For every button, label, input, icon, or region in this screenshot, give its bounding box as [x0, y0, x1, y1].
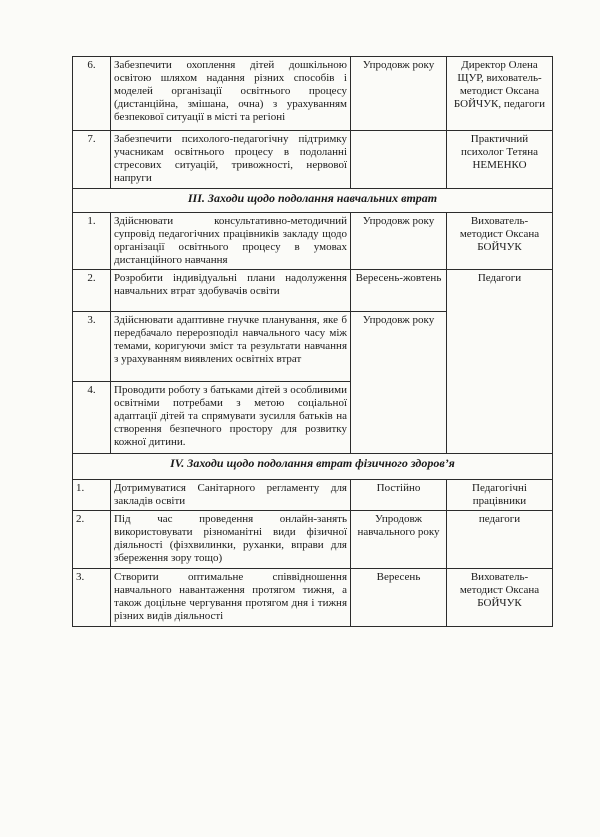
- table-row: [73, 511, 553, 569]
- row-number: 3.: [73, 312, 111, 382]
- row-number: 3.: [73, 569, 111, 627]
- responsible-text: Практичний психолог Тетяна НЕМЕНКО: [447, 131, 553, 189]
- task-text: Забезпечити психолого-педагогічну підтримку учасникам освітнього процесу в подоланні стресових ситуацій, тривожності, нервової напруги: [111, 131, 351, 189]
- term-text: Постійно: [351, 480, 447, 511]
- task-text: Дотримуватися Санітарного регламенту для закладів освіти: [111, 480, 351, 511]
- section-title: ІІІ. Заходи щодо подолання навчальних втрат: [73, 189, 553, 213]
- responsible-text: педагоги: [447, 511, 553, 569]
- row-number: 1.: [73, 213, 111, 270]
- table-row: [73, 57, 553, 131]
- table-row: [73, 213, 553, 270]
- term-text: [351, 131, 447, 189]
- responsible-text: Вихователь-методист Оксана БОЙЧУК: [447, 569, 553, 627]
- table-row: [73, 569, 553, 627]
- table-row: [73, 480, 553, 511]
- responsible-text: Педагоги: [447, 270, 553, 454]
- row-number: 7.: [73, 131, 111, 189]
- row-number: 6.: [73, 57, 111, 131]
- term-text: Упродовж року: [351, 312, 447, 382]
- row-number: 2.: [73, 270, 111, 312]
- responsible-text: Директор Олена ЩУР, вихователь-методист Оксана БОЙЧУК, педагоги: [447, 57, 553, 131]
- responsible-text: Вихователь-методист Оксана БОЙЧУК: [447, 213, 553, 270]
- term-text: Упродовж року: [351, 213, 447, 270]
- task-text: Проводити роботу з батьками дітей з особливими освітніми потребами з метою соціальної адаптації дітей та спрямувати зусилля батьків на створення безпечного простору для розвитку кожної дитини.: [111, 382, 351, 454]
- term-text: Вересень: [351, 569, 447, 627]
- section-title: IV. Заходи щодо подолання втрат фізичного здоров’я: [73, 454, 553, 480]
- row-number: 2.: [73, 511, 111, 569]
- task-text: Здійснювати адаптивне гнучке планування, яке б передбачало перерозподіл навчального часу між темами, коригуючи зміст та результати навчання з урахуванням виявлених освітніх втрат: [111, 312, 351, 382]
- task-text: Розробити індивідуальні плани надолуження навчальних втрат здобувачів освіти: [111, 270, 351, 312]
- term-text: Вересень-жовтень: [351, 270, 447, 312]
- term-text: Упродовж навчального року: [351, 511, 447, 569]
- responsible-text: Педагогічні працівники: [447, 480, 553, 511]
- section-header: [73, 189, 553, 213]
- task-text: Забезпечити охоплення дітей дошкільною освітою шляхом надання різних способів і моделей організації освітнього процесу (дистанційна, змішана, очна) з урахуванням безпекової ситуації в місті та регіоні: [111, 57, 351, 131]
- row-number: 4.: [73, 382, 111, 454]
- table-row: [73, 131, 553, 189]
- table-row: [73, 270, 553, 312]
- term-text: Упродовж року: [351, 57, 447, 131]
- section-header: [73, 454, 553, 480]
- task-text: Під час проведення онлайн-занять використовувати різноманітні види фізичної діяльності (фізхвилинки, руханки, вправи для збереження зору тощо): [111, 511, 351, 569]
- term-text: [351, 382, 447, 454]
- task-text: Створити оптимальне співвідношення навчального навантаження протягом тижня, а також доцільне чергування протягом дня і тижня різних видів діяльності: [111, 569, 351, 627]
- measures-table: [72, 56, 553, 627]
- task-text: Здійснювати консультативно-методичний супровід педагогічних працівників закладу щодо організації освітнього процесу в умовах дистанційного навчання: [111, 213, 351, 270]
- row-number: 1.: [73, 480, 111, 511]
